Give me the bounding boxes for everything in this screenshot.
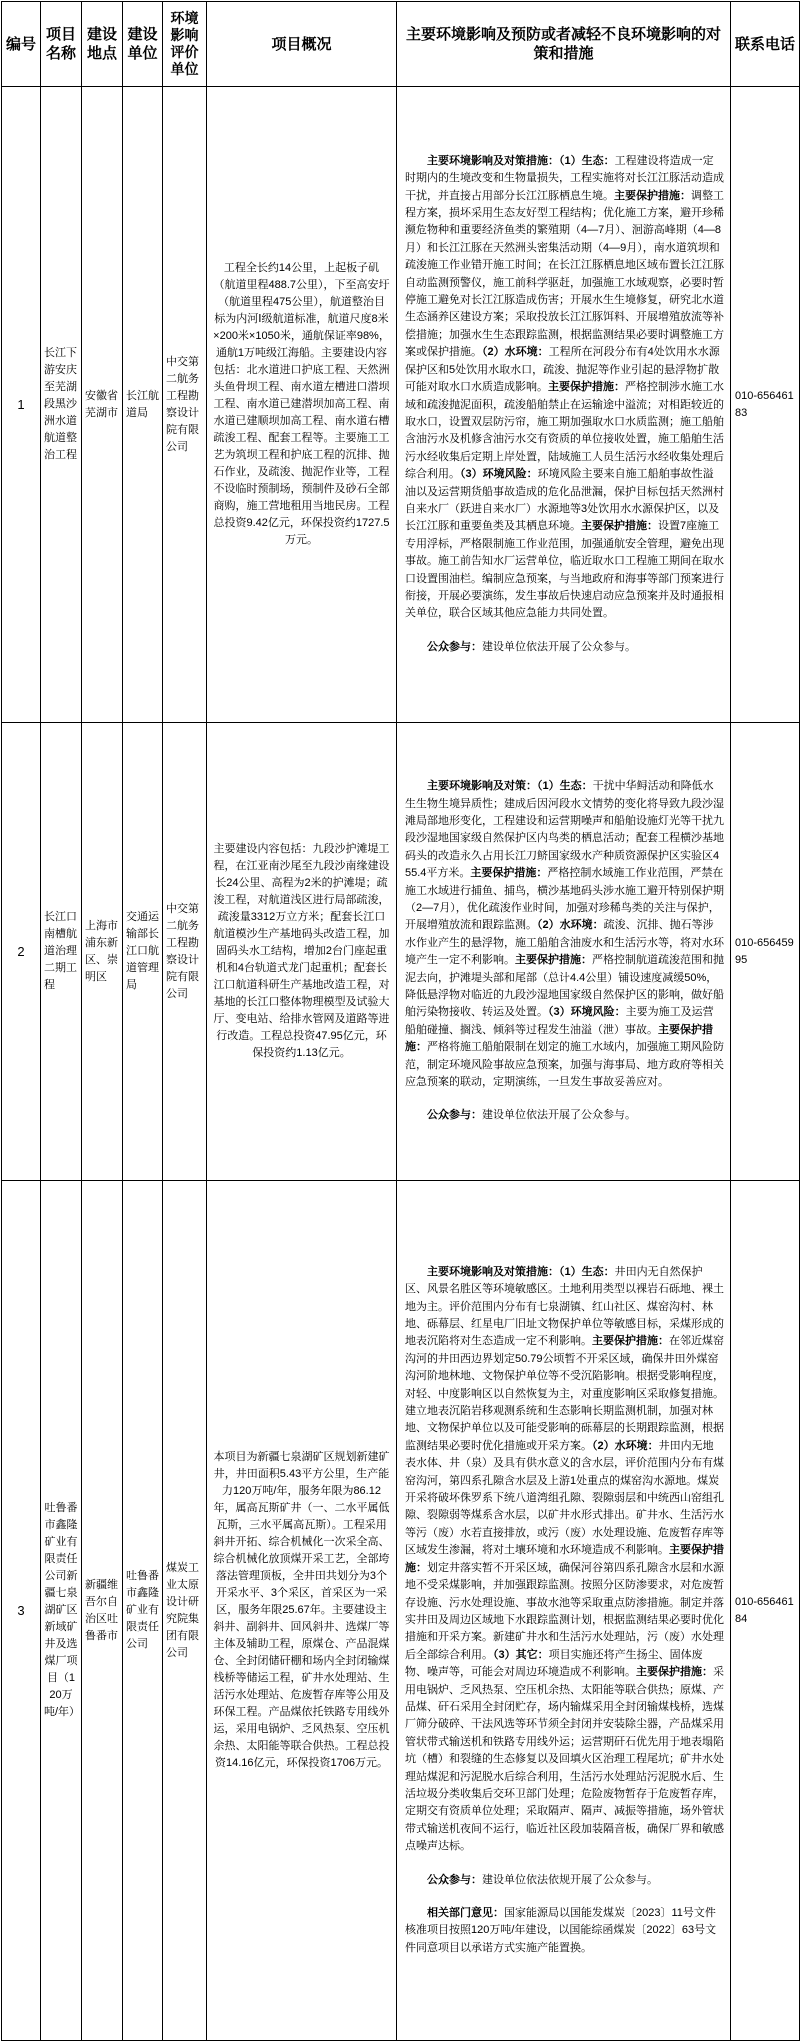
construction-unit: 长江航道局 [123, 87, 163, 723]
measures-paragraph: 主要环境影响及对策措施：（1）生态：工程建设将造成一定时期内的生境改变和生物量损失，工程实施将对长江江豚活动造成干扰，并直接占用部分长江江豚栖息生境。主要保护措施：调整工程方案，损坏采用生态友好型工程结构；优化施工方案，避开珍稀濒危物种和重要经济鱼类的繁殖期（4—7月）、洄游高峰期（4—8月）和长江江豚在天然洲头密集活动期（4—9月），南水道筑坝和疏浚施工作业错开施工时间；在长江江豚栖息地区域布置长江江豚自动监测预警仪，施工前科学驱赶，加强施工水域观察，必要时暂停施工避免对长江江豚造成伤害；开展水生生境修复，研究北水道生态涵养区建设方案；采取投放长江江豚饵料、开展增殖放流等补偿措施；加强水生生态跟踪监测，根据监测结果必要时调整施工方案或保护措施。（2）水环境：工程所在河段分布有4处饮用水水源保护区和5处饮用水取水口，疏浚、抛泥等作业引起的悬浮物扩散可能对取水口水质造成影响。主要保护措施：严格控制涉水施工水域和疏浚抛泥面积，疏浚船舶禁止在运输途中溢流；对相距较近的取水口，设置双层防污帘，施工期加强取水口水质监测；施工船舶含油污水及机修含油污水交有资质的单位接收处置，施工船舶生活污水经收集后定期上岸处置，陆域施工人员生活污水经收集处理后综合利用。（3）环境风险：环境风险主要来自施工船舶事故性溢油以及运营期货船事故造成的危化品泄漏，保护目标包括天然洲村自来水厂（跃进自来水厂）水源地等3处饮用水水源保护区，以及长江江豚和重要鱼类及其栖息环境。主要保护措施：设置7座施工专用浮标，严格限制施工作业范围，加强通航安全管理，避免出现事故。施工前告知水厂运营单位，临近取水口工程施工期间在取水口设置围油栏。编制应急预案，与当地政府和海事等部门预案进行衔接，开展必要演练，发生事故后快速启动应急预案并及时通报相关单位，联合区域其他应急能力共同处置。 [405, 154, 724, 620]
header-phone: 联系电话 [731, 2, 800, 87]
environmental-measures [397, 1181, 731, 2041]
project-location: 新疆维吾尔自治区吐鲁番市 [82, 1181, 123, 2041]
environmental-measures [397, 87, 731, 723]
project-overview: 主要建设内容包括：九段沙护滩堤工程，在江亚南沙尾至九段沙南缘建设长24公里、高程为2米的护滩堤；疏浚工程，对航道浅区进行局部疏浚，疏浚量3312万立方米；配套长江口航道模沙生产基地码头改造工程，加固码头水工结构，增加2台门座起重机和4台轨道式龙门起重机；配套长江口航道科研生产基地改造工程，对基地的长江口整体物理模型及试验大厅、变电站、给排水管网及道路等进行改造。工程总投资47.95亿元，环保投资约1.13亿元。 [207, 723, 397, 1181]
table-row [2, 1181, 800, 2041]
table-row [2, 87, 800, 723]
contact-phone: 010-65645995 [731, 723, 800, 1181]
contact-phone: 010-65646183 [731, 87, 800, 723]
header-row [2, 2, 800, 87]
project-overview: 本项目为新疆七泉湖矿区规划新建矿井，井田面积5.43平方公里，生产能力120万吨/年，服务年限为86.12年，属高瓦斯矿井（一、二水平属低瓦斯，三水平属高瓦斯）。工程采用斜井开拓、综合机械化一次采全高、综合机械化放顶煤开采工艺，全部垮落法管理顶板，全井田共划分为3个开采水平、3个采区，首采区为一采区，服务年限25.67年。主要建设主斜井、副斜井、回风斜井、选煤厂等主体及辅助工程，原煤仓、产品混煤仓、全封闭储矸棚和场内全封闭输煤栈桥等储运工程，矿井水处理站、生活污水处理站、危废暂存库等公用及环保工程。产品煤依托铁路专用线外运，采用电锅炉、乏风热泵、空压机余热、太阳能等联合供热。工程总投资14.16亿元，环保投资1706万元。 [207, 1181, 397, 2041]
header-no: 编号 [2, 2, 41, 87]
eia-projects-table [1, 1, 800, 2041]
project-overview: 工程全长约14公里，上起板子矶（航道里程488.7公里），下至高安圩（航道里程475公里），航道整治目标为内河Ⅰ级航道标准，航道尺度8米×200米×1050米，通航保证率98%，通航1万吨级江海船。主要建设内容包括：北水道进口护底工程、天然洲头鱼骨坝工程、南水道左槽进口潜坝工程、南水道已建潜坝加高工程、南水道已建顺坝加高工程、南水道右槽疏浚工程、配套工程等。主要施工工艺为筑坝工程和护底工程的沉排、抛石作业，及疏浚、抛泥作业等，工程不设临时预制场，预制件及砂石全部商购，施工营地租用当地民房。工程总投资9.42亿元，环保投资约1727.5万元。 [207, 87, 397, 723]
project-location: 安徽省芜湖市 [82, 87, 123, 723]
environmental-measures [397, 723, 731, 1181]
project-name: 长江下游安庆至芜湖段黑沙洲水道航道整治工程 [41, 87, 82, 723]
eia-unit: 中交第二航务工程勘察设计院有限公司 [163, 723, 207, 1181]
project-name: 吐鲁番市鑫隆矿业有限责任公司新疆七泉湖矿区新域矿井及选煤厂项目（120万吨/年） [41, 1181, 82, 2041]
construction-unit: 吐鲁番市鑫隆矿业有限责任公司 [123, 1181, 163, 2041]
table-row [2, 723, 800, 1181]
public-participation: 公众参与：建设单位依法开展了公众参与。 [427, 640, 636, 653]
project-name: 长江口南槽航道治理二期工程 [41, 723, 82, 1181]
measures-paragraph: 主要环境影响及对策：（1）生态：干扰中华鲟活动和降低水生生物生境异质性；建成后因河段水文情势的变化将导致九段沙湿滩局部地形变化，工程建设和运营期噪声和船舶设施灯光等干扰九段沙湿地国家级自然保护区内鸟类的栖息活动；配套工程横沙基地码头的改造永久占用长江刀鲚国家级水产种质资源保护区实验区455.4平方米。主要保护措施：严格控制水域施工作业范围，严禁在施工水域进行捕鱼、捕鸟，横沙基地码头涉水施工避开特别保护期（2—7月），优化疏浚作业时间，加强对珍稀鸟类的关注与保护，开展增殖放流和跟踪监测。（2）水环境：疏浚、沉排、抛石等涉水作业产生的悬浮物，施工船舶含油废水和生活污水等，将对水环境产生一定不利影响。主要保护措施：严格控制航道疏浚范围和抛泥去向，护滩堤头部和尾部（总计4.4公里）铺设速度减缓50%，降低悬浮物对临近的九段沙湿地国家级自然保护区的影响，做好船舶污染物接收、转运及处置。（3）环境风险：主要为施工及运营船舶碰撞、搁浅、倾斜等过程发生油溢（泄）事故。主要保护措施：严格将施工船舶限制在划定的施工水域内，加强施工期风险防范，制定环境风险事故应急预案，加强与海事局、地方政府等相关应急预案的联动，定期演练，一旦发生事故妥善应对。 [405, 780, 724, 1089]
project-location: 上海市浦东新区、崇明区 [82, 723, 123, 1181]
public-participation: 公众参与：建设单位依法开展了公众参与。 [427, 1109, 636, 1122]
contact-phone: 010-65646184 [731, 1181, 800, 2041]
header-overview: 项目概况 [207, 2, 397, 87]
row-number: 1 [2, 87, 41, 723]
header-name: 项目名称 [41, 2, 82, 87]
header-location: 建设地点 [82, 2, 123, 87]
header-unit: 建设单位 [123, 2, 163, 87]
eia-unit: 煤炭工业太原设计研究院集团有限公司 [163, 1181, 207, 2041]
row-number: 3 [2, 1181, 41, 2041]
public-participation: 公众参与：建设单位依法依规开展了公众参与。 [427, 1873, 658, 1886]
header-eia: 环境影响评价单位 [163, 2, 207, 87]
eia-unit: 中交第二航务工程勘察设计院有限公司 [163, 87, 207, 723]
measures-paragraph: 主要环境影响及对策措施：（1）生态：井田内无自然保护区、风景名胜区等环境敏感区。土地利用类型以裸岩石砾地、裸土地为主。评价范围内分布有七泉湖镇、红山社区、煤窑沟村、林地、砾幕层、红星电厂旧址文物保护单位等敏感目标，采煤形成的地表沉陷将对生态造成一定不利影响。主要保护措施：在邻近煤窑沟河的井田西边界划定50.79公顷暂不开采区域，确保井田外煤窑沟河阶地林地、文物保护单位等不受沉陷影响。根据受影响程度，对轻、中度影响区以自然恢复为主，对重度影响区采取修复措施。建立地表沉陷岩移观测系统和生态影响长期监测机制，加强对林地、文物保护单位以及可能受影响的砾幕层的长期跟踪监测，根据监测结果必要时优化措施或开采方案。（2）水环境：井田内无地表水体、井（泉）及具有供水意义的含水层，评价范围内分布有煤窑沟河，第四系孔隙含水层及上游1处重点的煤窑沟水源地。煤炭开采将破坏侏罗系下统八道湾组孔隙、裂隙弱层和中统西山窑组孔隙、裂隙弱等煤系含水层，以矿井水形式排出。矿井水、生活污水等污（废）水若直接排放，或污（废）水处理设施、危废暂存库等区域发生渗漏，将对土壤环境和水环境造成不利影响。主要保护措施：划定井落实暂不开采区域，确保河谷第四系孔隙含水层和水源地不受采煤影响，并加强跟踪监测。按照分区防渗要求，对危废暂存设施、污水处理设施、事故水池等采取重点防渗措施。制定并落实井田及周边区域地下水跟踪监测计划，根据监测结果必要时优化措施和开采方案。新建矿井水和生活污水处理站，污（废）水处理后全部综合利用。（3）其它：项目实施还将产生扬尘、固体废物、噪声等，可能会对周边环境造成不利影响。主要保护措施：采用电锅炉、乏风热泵、空压机余热、太阳能等联合供热；原煤、产品煤、矸石采用全封闭贮存，场内输煤采用全封闭输煤栈桥，选煤厂筛分破碎、干法风选等环节须全封闭并安装除尘器，产品煤采用管状带式输送机和铁路专用线外运；运营期矸石优先用于地表塌陷坑（槽）和裂缝的生态修复以及回填火区治理工程尾坑；矿井水处理站煤泥和污泥脱水后综合利用，生活污水处理站污泥脱水后、生活垃圾分类收集后交环卫部门处理；危险废物暂存于危废暂存库，定期交有资质单位处理；采取隔声、隔声、减振等措施，场外管状带式输送机夜间不运行，临近社区段加装隔音板，确保厂界和敏感点噪声达标。 [405, 1265, 724, 1853]
construction-unit: 交通运输部长江口航道管理局 [123, 723, 163, 1181]
row-number: 2 [2, 723, 41, 1181]
header-measures: 主要环境影响及预防或者减轻不良环境影响的对策和措施 [397, 2, 731, 87]
department-opinions: 相关部门意见：国家能源局以国能发煤炭〔2023〕11号文件核准项目按照120万吨/年建设，以国能综函煤炭〔2022〕63号文件同意项目以承诺方式实施产能置换。 [405, 1907, 717, 1954]
